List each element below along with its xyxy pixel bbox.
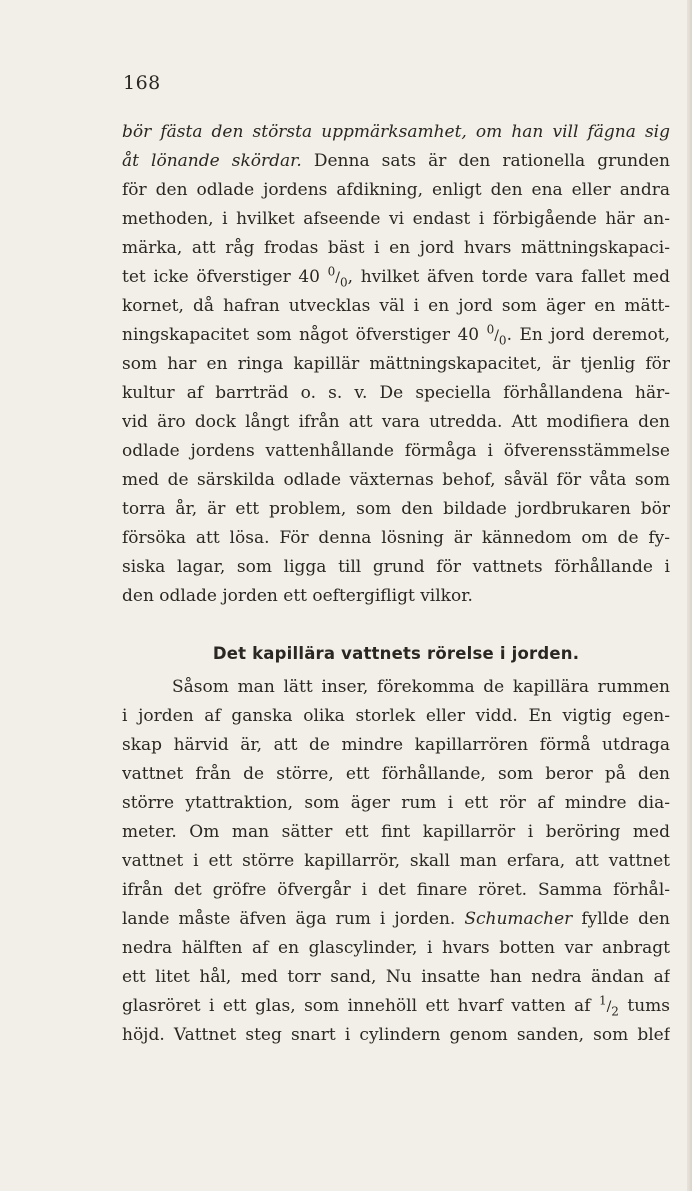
text-line: vattnet i ett större kapillarrör, skall man erfara, att vattnet [122, 851, 670, 871]
text-line: siska lagar, som ligga till grund för vattnets förhållande i [122, 557, 670, 577]
text-line: med de särskilda odlade växternas behof, såväl för våta som [122, 470, 670, 490]
text-line: meter. Om man sätter ett fint kapillarrör i beröring med [122, 822, 670, 842]
percent-sign-bottom: 0 [340, 275, 348, 290]
text-line: kornet, då hafran utvecklas väl i en jord som äger en mätt- [122, 296, 670, 316]
fraction-denominator: 2 [611, 1004, 619, 1019]
text-line: lande måste äfven äga rum i jorden. Schumacher fyllde den [122, 909, 670, 929]
text-line: den odlade jorden ett oeftergifligt vilkor. [122, 586, 473, 606]
paragraph-1 [122, 118, 670, 611]
text-line: glasröret i ett glas, som innehöll ett hvarf vatten af $^1/_2$ tums [122, 993, 670, 1019]
author-name: Schumacher [464, 909, 573, 929]
text-line: vattnet från de större, ett förhållande, som beror på den [122, 764, 670, 784]
percent-sign-bottom: 0 [498, 333, 507, 348]
text-line: som har en ringa kapillär mättningskapacitet, är tjenlig för [122, 354, 670, 374]
text-line: åt lönande skördar. Denna sats är den rationella grunden [122, 151, 670, 171]
text-line: skap härvid är, att de mindre kapillarrören förmå utdraga [122, 735, 670, 755]
section-heading: Det kapillära vattnets rörelse i jorden. [212, 644, 580, 663]
text-line: Såsom man lätt inser, förekomma de kapillära rummen [172, 677, 670, 697]
paragraph-2 [122, 673, 670, 1050]
percent-sign-top: 0 [486, 322, 495, 337]
text-line: i jorden af ganska olika storlek eller vidd. En vigtig egen- [122, 706, 670, 726]
text-line: större ytattraktion, som äger rum i ett rör af mindre dia- [122, 793, 670, 813]
page-number: 168 [123, 72, 161, 94]
page-edge-shadow [687, 0, 692, 1191]
text-line: methoden, i hvilket afseende vi endast i förbigående här an- [122, 209, 670, 229]
text-line: märka, att råg frodas bäst i en jord hvars mättningskapaci- [122, 238, 670, 258]
text-line: höjd. Vattnet steg snart i cylindern genom sanden, som blef [122, 1025, 670, 1045]
text-line: försöka att lösa. För denna lösning är kännedom om de fy- [122, 528, 670, 548]
text-line: ett litet hål, med torr sand, Nu insatte han nedra ändan af [122, 967, 670, 987]
text-line: ningskapacitet som något öfverstiger 40 $^0/_0$. En jord deremot, [122, 322, 670, 348]
text-line: kultur af barrträd o. s. v. De speciella förhållandena här- [122, 383, 670, 403]
text-line: för den odlade jordens afdikning, enligt den ena eller andra [122, 180, 670, 200]
text-line: ifrån det gröfre öfvergår i det finare röret. Samma förhål- [122, 880, 670, 900]
text-line: nedra hälften af en glascylinder, i hvars botten var anbragt [122, 938, 670, 958]
fraction-numerator: 1 [598, 993, 607, 1008]
text-line: odlade jordens vattenhållande förmåga i öfverensstämmelse [122, 441, 670, 461]
text-line [122, 118, 670, 147]
text-line: torra år, är ett problem, som den bildade jordbrukaren bör [122, 499, 670, 519]
italic-phrase: bör fästa den största uppmärksamhet, om han vill fägna sig [122, 122, 670, 142]
text-line: vid äro dock långt ifrån att vara utredda. Att modifiera den [122, 412, 670, 432]
percent-sign-top: 0 [327, 264, 336, 279]
text-line: tet icke öfverstiger 40 $^0/_0$, hvilket äfven torde vara fallet med [122, 264, 670, 290]
italic-phrase: åt lönande skördar. [122, 151, 302, 171]
